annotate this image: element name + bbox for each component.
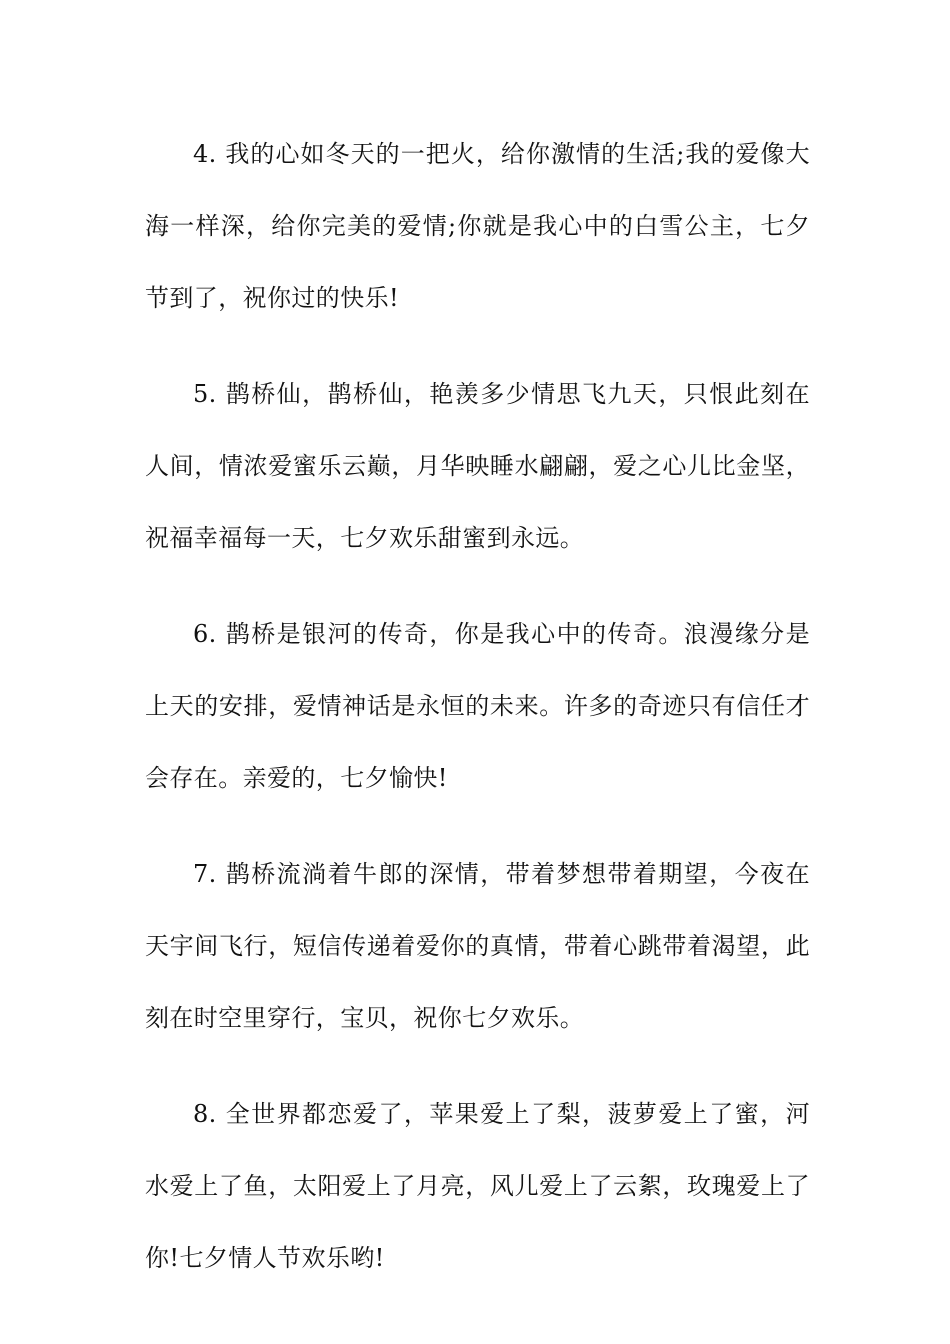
paragraph-4: 4. 我的心如冬天的一把火，给你激情的生活;我的爱像大海一样深，给你完美的爱情;你就是我心中的白雪公主，七夕节到了，祝你过的快乐! (145, 140, 810, 312)
paragraph-5: 5. 鹊桥仙，鹊桥仙，艳羡多少情思飞九天，只恨此刻在人间，情浓爱蜜乐云巅，月华映睡水翩翩，爱之心儿比金坚，祝福幸福每一天，七夕欢乐甜蜜到永远。 (145, 380, 810, 552)
paragraph-8: 8. 全世界都恋爱了，苹果爱上了梨，菠萝爱上了蜜，河水爱上了鱼，太阳爱上了月亮，风儿爱上了云絮，玫瑰爱上了你!七夕情人节欢乐哟! (145, 1100, 810, 1272)
document-body (145, 118, 810, 1318)
paragraph-6: 6. 鹊桥是银河的传奇，你是我心中的传奇。浪漫缘分是上天的安排，爱情神话是永恒的未来。许多的奇迹只有信任才会存在。亲爱的，七夕愉快! (145, 620, 810, 792)
paragraph-7: 7. 鹊桥流淌着牛郎的深情，带着梦想带着期望，今夜在天宇间飞行，短信传递着爱你的真情，带着心跳带着渴望，此刻在时空里穿行，宝贝，祝你七夕欢乐。 (145, 860, 810, 1032)
